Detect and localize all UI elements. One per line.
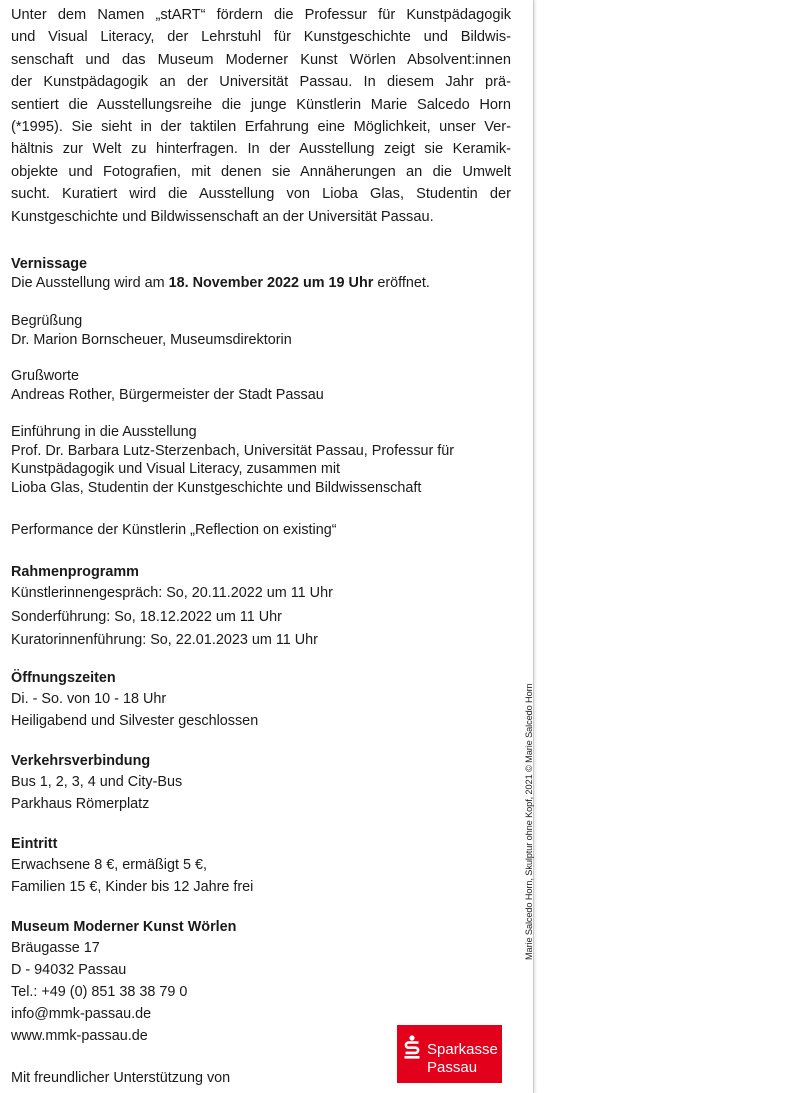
rahmenprogramm-item: Kuratorinnenführung: So, 22.01.2023 um 11 Uhr bbox=[11, 632, 318, 648]
intro-line: objekte und Fotografien, mit denen sie Annäherungen an die Umwelt bbox=[11, 163, 511, 180]
intro-line: hältnis zur Welt zu hinterfragen. In der Ausstellung zeigt sie Keramik- bbox=[11, 141, 511, 158]
museum-city: D - 94032 Passau bbox=[11, 962, 127, 978]
museum-phone: Tel.: +49 (0) 851 38 38 79 0 bbox=[11, 984, 188, 1000]
intro-line: senschaft und das Museum Moderner Kunst Wörlen Absolvent:innen bbox=[11, 51, 511, 68]
rahmenprogramm-heading: Rahmenprogramm bbox=[11, 564, 139, 580]
support-section bbox=[11, 1069, 230, 1088]
museum-website: www.mmk-passau.de bbox=[11, 1028, 148, 1044]
intro-line: und Visual Literacy, der Lehrstuhl für Kunstgeschichte und Bildwis- bbox=[11, 29, 511, 46]
rahmenprogramm-item: Sonderführung: So, 18.12.2022 um 11 Uhr bbox=[11, 608, 282, 625]
vernissage-text-before: Die Ausstellung wird am bbox=[11, 274, 169, 291]
intro-line: sucht. Kuratiert wird die Ausstellung von Lioba Glas, Studentin der bbox=[11, 186, 511, 203]
sparkasse-s-icon bbox=[403, 1035, 421, 1059]
einfuehrung-section bbox=[11, 423, 454, 497]
museum-address-section bbox=[11, 917, 236, 1047]
rahmenprogramm-item: Künstlerinnengespräch: So, 20.11.2022 um 11 Uhr bbox=[11, 585, 333, 601]
intro-line: Kunstgeschichte und Bildwissenschaft an der Universität Passau. bbox=[11, 208, 434, 225]
sparkasse-city: Passau bbox=[427, 1059, 478, 1076]
vernissage-heading: Vernissage bbox=[11, 256, 88, 272]
verkehr-section bbox=[11, 751, 182, 815]
support-text: Mit freundlicher Unterstützung von bbox=[11, 1070, 231, 1086]
einfuehrung-line: Prof. Dr. Barbara Lutz-Sterzenbach, Universität Passau, Professur für bbox=[11, 442, 455, 459]
einfuehrung-label: Einführung in die Ausstellung bbox=[11, 424, 197, 440]
einfuehrung-line: Lioba Glas, Studentin der Kunstgeschichte und Bildwissenschaft bbox=[11, 479, 422, 496]
intro-paragraph bbox=[11, 4, 511, 228]
verkehr-heading: Verkehrsverbindung bbox=[11, 753, 151, 769]
museum-street: Bräugasse 17 bbox=[11, 940, 100, 956]
performance-section bbox=[11, 521, 337, 540]
photo-credit: Marie Salcedo Horn, Skulptur ohne Kopf, 2021 © Marie Salcedo Horn bbox=[524, 683, 534, 960]
oeffnungszeiten-heading: Öffnungszeiten bbox=[11, 670, 116, 686]
oeffnungszeiten-line: Di. - So. von 10 - 18 Uhr bbox=[11, 691, 167, 707]
oeffnungszeiten-line: Heiligabend und Silvester geschlossen bbox=[11, 713, 259, 729]
grussworte-label: Grußworte bbox=[11, 368, 79, 384]
intro-line: sentiert die Ausstellungsreihe die junge Künstlerin Marie Salcedo Horn bbox=[11, 96, 511, 113]
vernissage-section bbox=[11, 255, 430, 292]
vernissage-text-after: eröffnet. bbox=[373, 274, 430, 291]
einfuehrung-line: Kunstpädagogik und Visual Literacy, zusammen mit bbox=[11, 461, 341, 477]
verkehr-line: Parkhaus Römerplatz bbox=[11, 796, 150, 812]
museum-name: Museum Moderner Kunst Wörlen bbox=[11, 919, 237, 935]
museum-email: info@mmk-passau.de bbox=[11, 1006, 152, 1022]
begruessung-person: Dr. Marion Bornscheuer, Museumsdirektorin bbox=[11, 331, 292, 348]
oeffnungszeiten-section bbox=[11, 668, 258, 732]
grussworte-section bbox=[11, 367, 324, 404]
grussworte-person: Andreas Rother, Bürgermeister der Stadt Passau bbox=[11, 386, 324, 403]
eintritt-line: Familien 15 €, Kinder bis 12 Jahre frei bbox=[11, 879, 254, 895]
performance-text: Performance der Künstlerin „Reflection on existing“ bbox=[11, 522, 337, 538]
eintritt-section bbox=[11, 834, 253, 898]
begruessung-label: Begrüßung bbox=[11, 313, 83, 329]
verkehr-line: Bus 1, 2, 3, 4 und City-Bus bbox=[11, 774, 183, 790]
intro-line: Unter dem Namen „stART“ fördern die Professur für Kunstpädagogik bbox=[11, 7, 511, 23]
intro-line: (*1995). Sie sieht in der taktilen Erfahrung eine Möglichkeit, unser Ver- bbox=[11, 119, 511, 136]
intro-line: der Kunstpädagogik an der Universität Passau. In diesem Jahr prä- bbox=[11, 74, 511, 91]
begruessung-section bbox=[11, 312, 292, 349]
eintritt-line: Erwachsene 8 €, ermäßigt 5 €, bbox=[11, 857, 207, 873]
rahmenprogramm-section bbox=[11, 562, 333, 653]
sparkasse-logo bbox=[397, 1025, 502, 1083]
sparkasse-name: Sparkasse bbox=[427, 1041, 498, 1058]
vernissage-date: 18. November 2022 um 19 Uhr bbox=[168, 274, 374, 291]
eintritt-heading: Eintritt bbox=[11, 836, 58, 852]
vernissage-text bbox=[11, 274, 430, 293]
